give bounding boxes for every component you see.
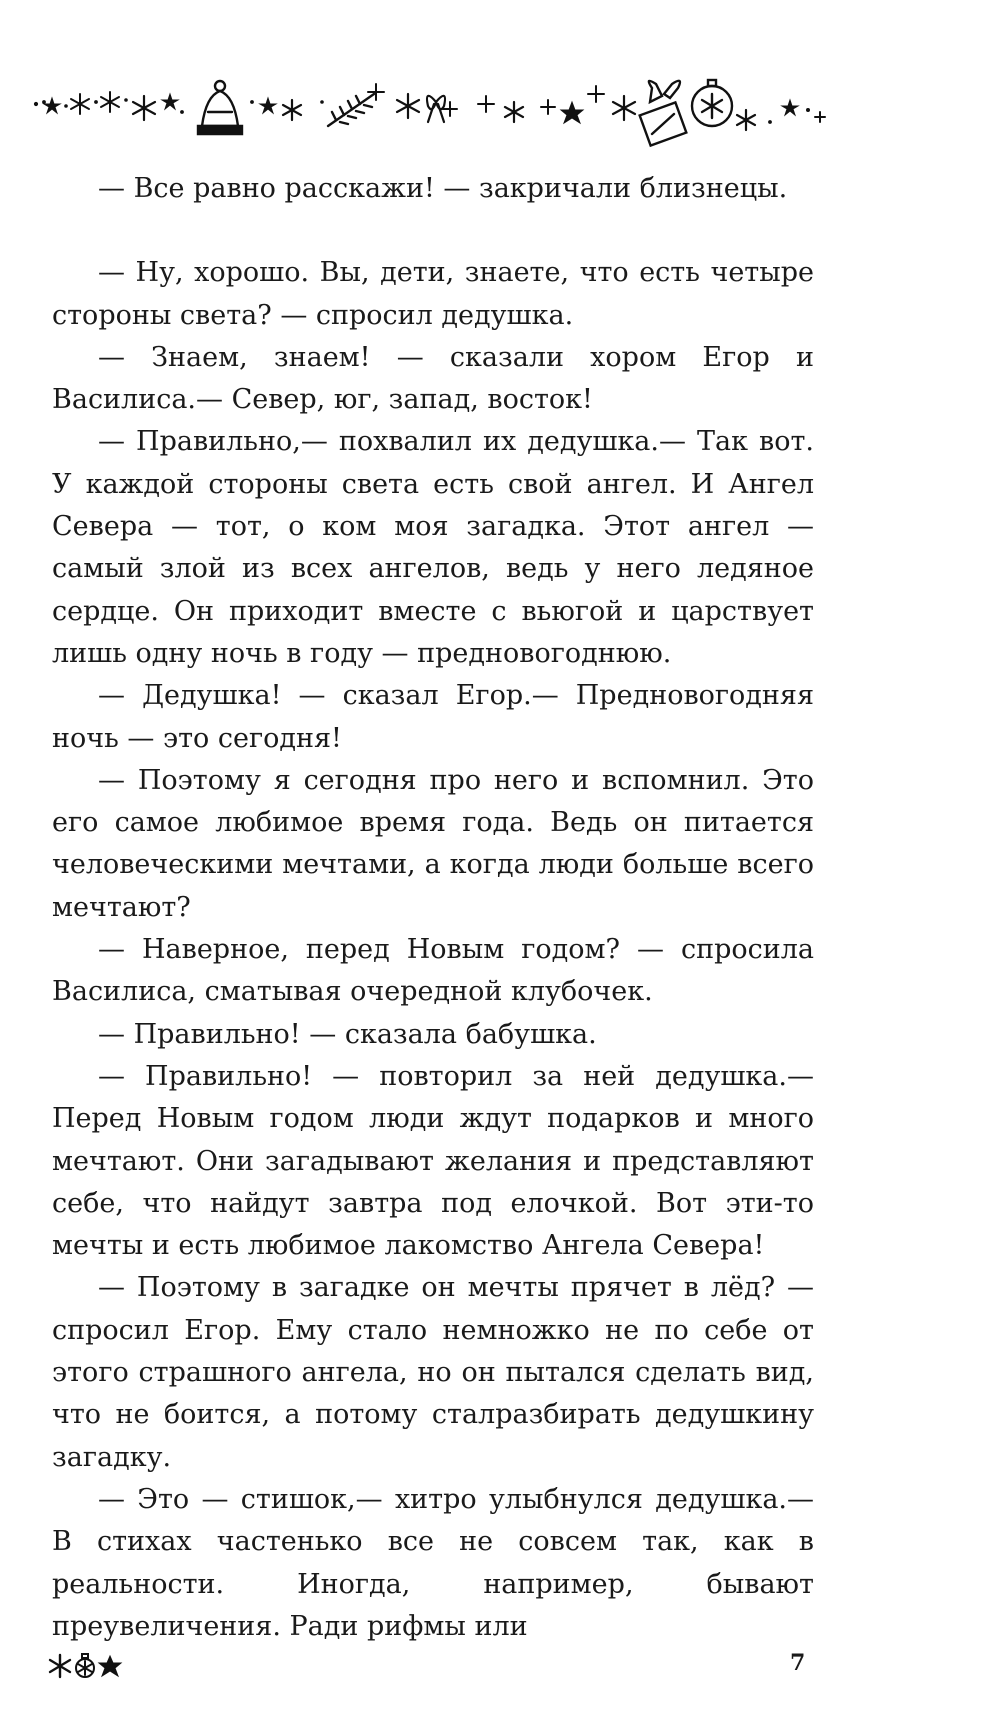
snowflake-icon bbox=[737, 110, 755, 130]
paragraph: — Поэтому в загадке он мечты прячет в лёд? — спросил Егор. Ему стало немножко не по себе от этого страшного ангела, но он пытался сделать вид, что не боится, а потому сталразбирать дедушкину загадку. bbox=[52, 1272, 814, 1473]
star-icon bbox=[782, 100, 798, 115]
header-ornament bbox=[30, 72, 830, 152]
fir-branch-icon bbox=[328, 94, 374, 126]
snowflake-icon bbox=[283, 100, 301, 120]
snowflake-icon bbox=[50, 1655, 70, 1677]
paragraph: — Наверное, перед Новым годом? — спросила Василиса, сматывая очередной клубочек. bbox=[52, 934, 814, 1008]
paragraph: — Правильно,— похвалил их дедушка.— Так вот. У каждой стороны света есть свой ангел. И Ангел Севера — тот, о ком моя загадка. Этот ангел — самый злой из всех ангелов, ведь у него ледяное сердце. Он приходит вместе с вьюгой и царствует лишь одну ночь в году — предновогоднюю. bbox=[52, 426, 814, 669]
page-number: 7 bbox=[790, 1650, 806, 1676]
paragraph: — Правильно! — повторил за ней дедушка.— Перед Новым годом люди ждут подарков и много мечтают. Они загадывают желания и представляют себе, что найдут завтра под елочкой. Вот эти-то мечты и есть любимое лакомство Ангела Севера! bbox=[52, 1060, 814, 1262]
ornament-ball-icon bbox=[76, 1654, 94, 1677]
star-icon bbox=[260, 98, 276, 113]
paragraph: — Ну, хорошо. Вы, дети, знаете, что есть четыре стороны света? — спросил дедушка. bbox=[52, 257, 814, 331]
paragraph: — Это — стишок,— хитро улыбнулся дедушка.— В стихах частенько все не совсем так, как в реальности. Иногда, например, бывают преувеличения. Ради рифмы или bbox=[52, 1483, 814, 1642]
snowflake-icon bbox=[613, 96, 635, 120]
paragraph: — Все равно расскажи! — закричали близнецы. bbox=[98, 173, 788, 204]
star-icon bbox=[44, 98, 60, 113]
snowflake-icon bbox=[397, 94, 419, 118]
paragraph: — Поэтому я сегодня про него и вспомнил. Это его самое любимое время года. Ведь он питается человеческими мечтами, а когда люди больше всего мечтают? bbox=[52, 764, 814, 923]
footer-ornament bbox=[48, 1652, 128, 1680]
winter-hat-icon bbox=[198, 81, 242, 134]
paragraph: — Дедушка! — сказал Егор.— Предновогодняя ночь — это сегодня! bbox=[52, 680, 814, 754]
star-icon bbox=[561, 102, 583, 123]
ornament-ball-icon bbox=[692, 80, 732, 126]
paragraph: — Знаем, знаем! — сказали хором Егор и Василиса.— Север, юг, запад, восток! bbox=[52, 341, 814, 416]
snowflake-icon bbox=[505, 102, 523, 122]
star-icon bbox=[162, 94, 178, 109]
snowflake-icon bbox=[133, 96, 155, 120]
snowflake-icon bbox=[71, 94, 89, 114]
star-icon bbox=[99, 1656, 121, 1676]
paragraph: — Правильно! — сказала бабушка. bbox=[98, 1018, 597, 1050]
snowflake-icon bbox=[101, 92, 119, 112]
body-text bbox=[52, 168, 814, 1648]
gift-box-icon bbox=[640, 81, 687, 146]
